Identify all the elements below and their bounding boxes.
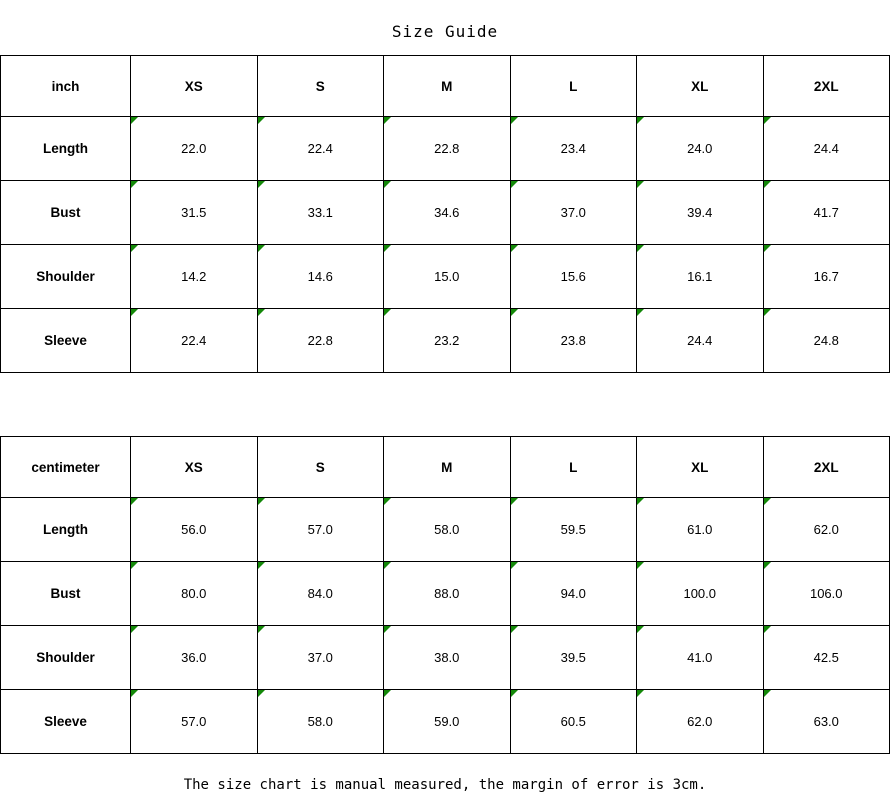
cell-shoulder-xl: 16.1 — [637, 245, 764, 309]
table-row — [1, 117, 890, 181]
size-header-l: L — [510, 56, 637, 117]
size-table-centimeter — [0, 436, 890, 754]
size-header-m: M — [384, 437, 511, 498]
table-header-row — [1, 437, 890, 498]
cell-bust-m: 34.6 — [384, 181, 511, 245]
size-header-xl: XL — [637, 437, 764, 498]
cell-shoulder-xs: 36.0 — [131, 626, 258, 690]
cell-length-xs: 22.0 — [131, 117, 258, 181]
size-header-m: M — [384, 56, 511, 117]
unit-label-centimeter: centimeter — [1, 437, 131, 498]
cell-shoulder-xl: 41.0 — [637, 626, 764, 690]
cell-bust-xl: 39.4 — [637, 181, 764, 245]
table-row — [1, 181, 890, 245]
cell-length-2xl: 62.0 — [763, 498, 890, 562]
cell-shoulder-s: 14.6 — [257, 245, 384, 309]
cell-sleeve-s: 22.8 — [257, 309, 384, 373]
measure-label-sleeve: Sleeve — [1, 690, 131, 754]
size-table-inch — [0, 55, 890, 373]
measure-label-length: Length — [1, 117, 131, 181]
table-row — [1, 626, 890, 690]
cell-length-s: 22.4 — [257, 117, 384, 181]
table-row — [1, 498, 890, 562]
cell-shoulder-2xl: 16.7 — [763, 245, 890, 309]
table-row — [1, 562, 890, 626]
size-header-2xl: 2XL — [763, 56, 890, 117]
size-header-s: S — [257, 56, 384, 117]
cell-sleeve-l: 60.5 — [510, 690, 637, 754]
cell-length-l: 23.4 — [510, 117, 637, 181]
cell-bust-s: 84.0 — [257, 562, 384, 626]
cell-bust-m: 88.0 — [384, 562, 511, 626]
cell-shoulder-l: 15.6 — [510, 245, 637, 309]
cell-sleeve-m: 23.2 — [384, 309, 511, 373]
size-header-2xl: 2XL — [763, 437, 890, 498]
size-header-s: S — [257, 437, 384, 498]
table-row — [1, 690, 890, 754]
cell-bust-2xl: 106.0 — [763, 562, 890, 626]
table-row — [1, 309, 890, 373]
cell-shoulder-m: 15.0 — [384, 245, 511, 309]
size-header-l: L — [510, 437, 637, 498]
cell-length-2xl: 24.4 — [763, 117, 890, 181]
page-title: Size Guide — [391, 22, 499, 41]
cell-shoulder-2xl: 42.5 — [763, 626, 890, 690]
measure-label-shoulder: Shoulder — [1, 245, 131, 309]
measure-label-length: Length — [1, 498, 131, 562]
unit-label-inch: inch — [1, 56, 131, 117]
table-row — [1, 245, 890, 309]
cell-sleeve-2xl: 24.8 — [763, 309, 890, 373]
cell-bust-xs: 31.5 — [131, 181, 258, 245]
cell-bust-2xl: 41.7 — [763, 181, 890, 245]
cell-length-s: 57.0 — [257, 498, 384, 562]
table-header-row — [1, 56, 890, 117]
measurement-disclaimer: The size chart is manual measured, the margin of error is 3cm. — [183, 777, 707, 793]
cell-sleeve-s: 58.0 — [257, 690, 384, 754]
cell-sleeve-xs: 22.4 — [131, 309, 258, 373]
cell-length-m: 58.0 — [384, 498, 511, 562]
cell-sleeve-2xl: 63.0 — [763, 690, 890, 754]
size-header-xl: XL — [637, 56, 764, 117]
cell-sleeve-xs: 57.0 — [131, 690, 258, 754]
measure-label-bust: Bust — [1, 181, 131, 245]
measure-label-sleeve: Sleeve — [1, 309, 131, 373]
measure-label-shoulder: Shoulder — [1, 626, 131, 690]
cell-length-xl: 61.0 — [637, 498, 764, 562]
cell-length-m: 22.8 — [384, 117, 511, 181]
size-header-xs: XS — [131, 437, 258, 498]
cell-shoulder-s: 37.0 — [257, 626, 384, 690]
cell-bust-l: 94.0 — [510, 562, 637, 626]
cell-bust-s: 33.1 — [257, 181, 384, 245]
cell-length-xs: 56.0 — [131, 498, 258, 562]
size-header-xs: XS — [131, 56, 258, 117]
cell-bust-xl: 100.0 — [637, 562, 764, 626]
cell-bust-xs: 80.0 — [131, 562, 258, 626]
cell-length-xl: 24.0 — [637, 117, 764, 181]
cell-shoulder-xs: 14.2 — [131, 245, 258, 309]
cell-length-l: 59.5 — [510, 498, 637, 562]
cell-shoulder-l: 39.5 — [510, 626, 637, 690]
cell-sleeve-xl: 62.0 — [637, 690, 764, 754]
cell-shoulder-m: 38.0 — [384, 626, 511, 690]
cell-sleeve-l: 23.8 — [510, 309, 637, 373]
cell-sleeve-m: 59.0 — [384, 690, 511, 754]
cell-bust-l: 37.0 — [510, 181, 637, 245]
table-gap-divider — [0, 373, 890, 436]
cell-sleeve-xl: 24.4 — [637, 309, 764, 373]
measure-label-bust: Bust — [1, 562, 131, 626]
